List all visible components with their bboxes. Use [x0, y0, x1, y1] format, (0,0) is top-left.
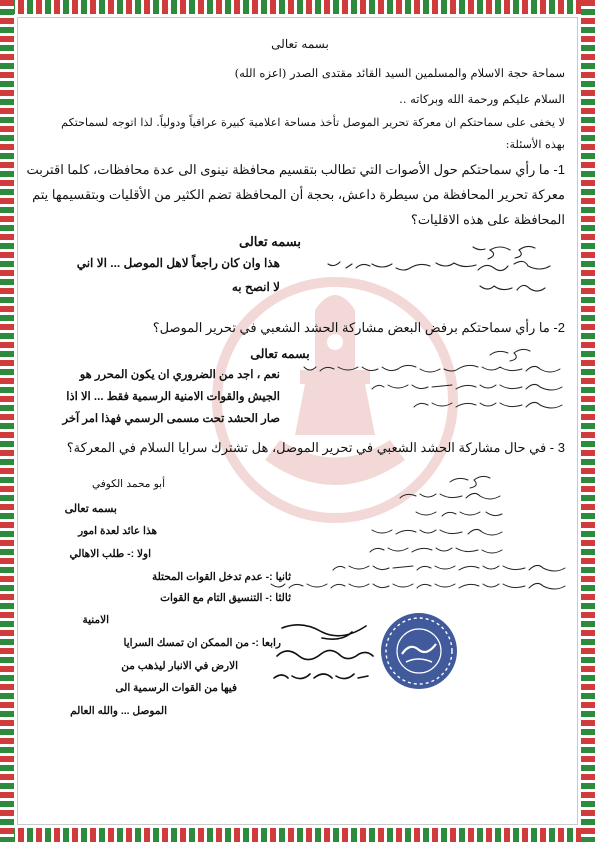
- letter-greeting: السلام عليكم ورحمة الله وبركاته ..: [399, 92, 565, 106]
- decorative-border-right: [581, 0, 595, 842]
- answer-2-heading: بسمه تعالى: [250, 347, 310, 361]
- question-1-line1: 1- ما رأي سماحتكم حول الأصوات التي تطالب بتقسيم محافظة نينوى الى عدة محافظات، كلما اقتربت: [26, 162, 565, 177]
- handwritten-answer-3-image: [240, 470, 570, 605]
- question-1-line2: معركة تحرير المحافظة من سيطرة داعش، بحجة أن المحافظة تضم الكثير من الأقليات وبتقسيمها يتم: [32, 187, 565, 202]
- decorative-border-top: [0, 0, 595, 14]
- answer-1-heading: بسمه تعالى: [239, 234, 301, 249]
- answer-3-line: الموصل ... والله العالم: [70, 705, 167, 717]
- answer-3-heading: بسمه تعالى: [64, 503, 117, 515]
- letter-intro-line2: بهذه الأسئلة:: [505, 138, 565, 151]
- signature-image: [262, 608, 382, 698]
- answer-2-line2: الجيش والقوات الامنية الرسمية فقط ... الا اذا: [66, 391, 280, 403]
- decorative-border-bottom: [0, 828, 595, 842]
- question-1-line3: المحافظة على هذه الاقليات؟: [410, 212, 565, 227]
- letter-heading: بسمه تعالى: [271, 37, 329, 51]
- answer-3-line: هذا عائد لعدة امور: [78, 525, 157, 537]
- letter-addressee: سماحة حجة الاسلام والمسلمين السيد القائد مقتدى الصدر (اعزه الله): [234, 66, 565, 80]
- question-3: 3 - في حال مشاركة الحشد الشعبي في تحرير الموصل، هل تشترك سرايا السلام في المعركة؟: [66, 440, 565, 455]
- answer-3-line: ثانيا :- عدم تدخل القوات المحتلة: [151, 571, 291, 583]
- handwritten-answer-2-image: [290, 345, 570, 425]
- answer-1-line2: لا انصح به: [231, 280, 280, 294]
- question-author: أبو محمد الكوفي: [91, 478, 165, 490]
- letter-intro-line1: لا يخفى على سماحتكم ان معركة تحرير الموصل تأخذ مساحة اعلامية كبيرة عراقياً ودولياً. لذا اتوجه لسماحتكم: [61, 116, 565, 129]
- answer-3-line: الامنية: [82, 614, 109, 626]
- answer-3-line: ثالثا :- التنسيق التام مع القوات: [160, 592, 291, 604]
- answer-3-line: اولا :- طلب الاهالي: [69, 548, 151, 560]
- answer-3-line: رابعا :- من الممكن ان تمسك السرايا: [123, 637, 281, 649]
- decorative-border-left: [0, 0, 14, 842]
- answer-3-line: الارض في الانبار ليذهب من: [121, 660, 238, 672]
- answer-2-line3: صار الحشد تحت مسمى الرسمي فهذا امر آخر: [62, 413, 280, 425]
- official-seal-stamp-icon: [378, 610, 460, 692]
- handwritten-answer-1-image: [300, 240, 565, 305]
- answer-2-line1: نعم ، اجد من الضروري ان يكون المحرر هو: [79, 369, 280, 381]
- question-2: 2- ما رأي سماحتكم برفض البعض مشاركة الحشد الشعبي في تحرير الموصل؟: [152, 320, 565, 335]
- answer-1-line1: هذا وان كان راجعاً لاهل الموصل ... الا اني: [76, 256, 280, 270]
- answer-3-line: فيها من القوات الرسمية الى: [115, 682, 237, 694]
